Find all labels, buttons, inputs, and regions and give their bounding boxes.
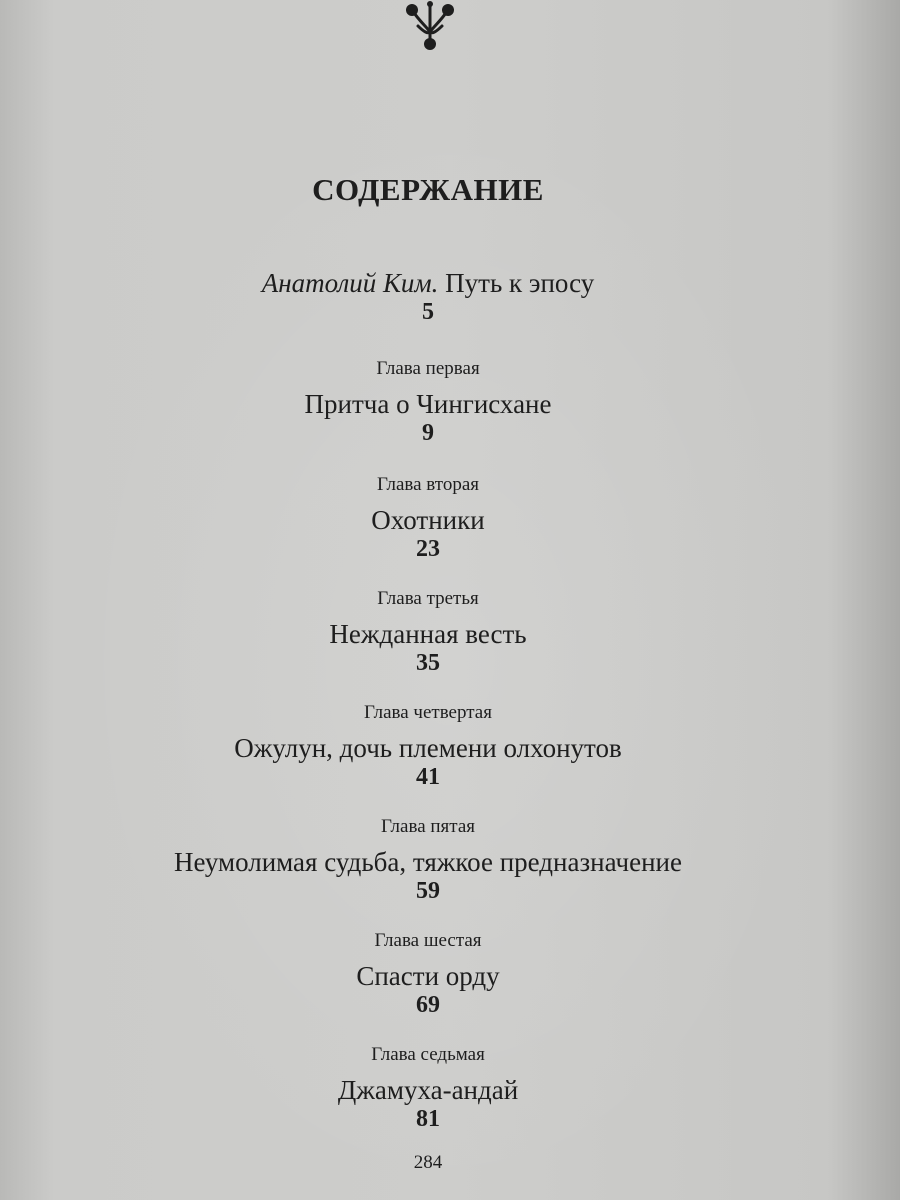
- chapter-label: Глава четвертая: [364, 702, 492, 723]
- footer-page-number: 284: [413, 1152, 443, 1173]
- chapter-label: Глава шестая: [374, 930, 482, 951]
- chapter-page-number: 35: [416, 650, 440, 676]
- intro-entry: [0, 268, 856, 299]
- chapter-label: Глава вторая: [376, 474, 480, 495]
- chapter-page-number: 59: [416, 878, 440, 904]
- chapter-entry: [0, 588, 856, 676]
- floral-ornament-icon: [390, 0, 470, 56]
- chapter-label: Глава третья: [377, 588, 479, 609]
- chapter-page-number: 23: [416, 536, 440, 562]
- chapter-page-number: 69: [416, 992, 440, 1018]
- chapter-label: Глава пятая: [381, 816, 475, 837]
- chapter-page-number: 9: [422, 420, 434, 446]
- chapter-entry: [0, 358, 856, 446]
- chapter-title: Нежданная весть: [329, 619, 527, 649]
- contents-heading: СОДЕРЖАНИЕ: [312, 172, 544, 207]
- chapter-page-number: 41: [416, 764, 440, 790]
- chapter-page-number: 81: [416, 1106, 440, 1132]
- chapter-entry: [0, 930, 856, 1018]
- chapter-title: Охотники: [371, 505, 485, 535]
- chapter-title: Неумолимая судьба, тяжкое предназначение: [174, 847, 682, 877]
- chapter-entry: [0, 816, 856, 904]
- chapter-label: Глава первая: [376, 358, 480, 379]
- intro-page-number: 5: [422, 299, 434, 325]
- chapter-title: Притча о Чингисхане: [304, 389, 552, 419]
- intro-author: Анатолий Ким.: [261, 268, 439, 298]
- chapter-title: Спасти орду: [356, 961, 500, 991]
- chapter-title: Ожулун, дочь племени олхонутов: [234, 733, 622, 763]
- chapter-title: Джамуха-андай: [337, 1075, 519, 1105]
- chapter-entry: [0, 702, 856, 790]
- chapter-entry: [0, 1044, 856, 1132]
- chapter-label: Глава седьмая: [371, 1044, 485, 1065]
- intro-title: Путь к эпосу: [445, 268, 595, 298]
- chapter-entry: [0, 474, 856, 562]
